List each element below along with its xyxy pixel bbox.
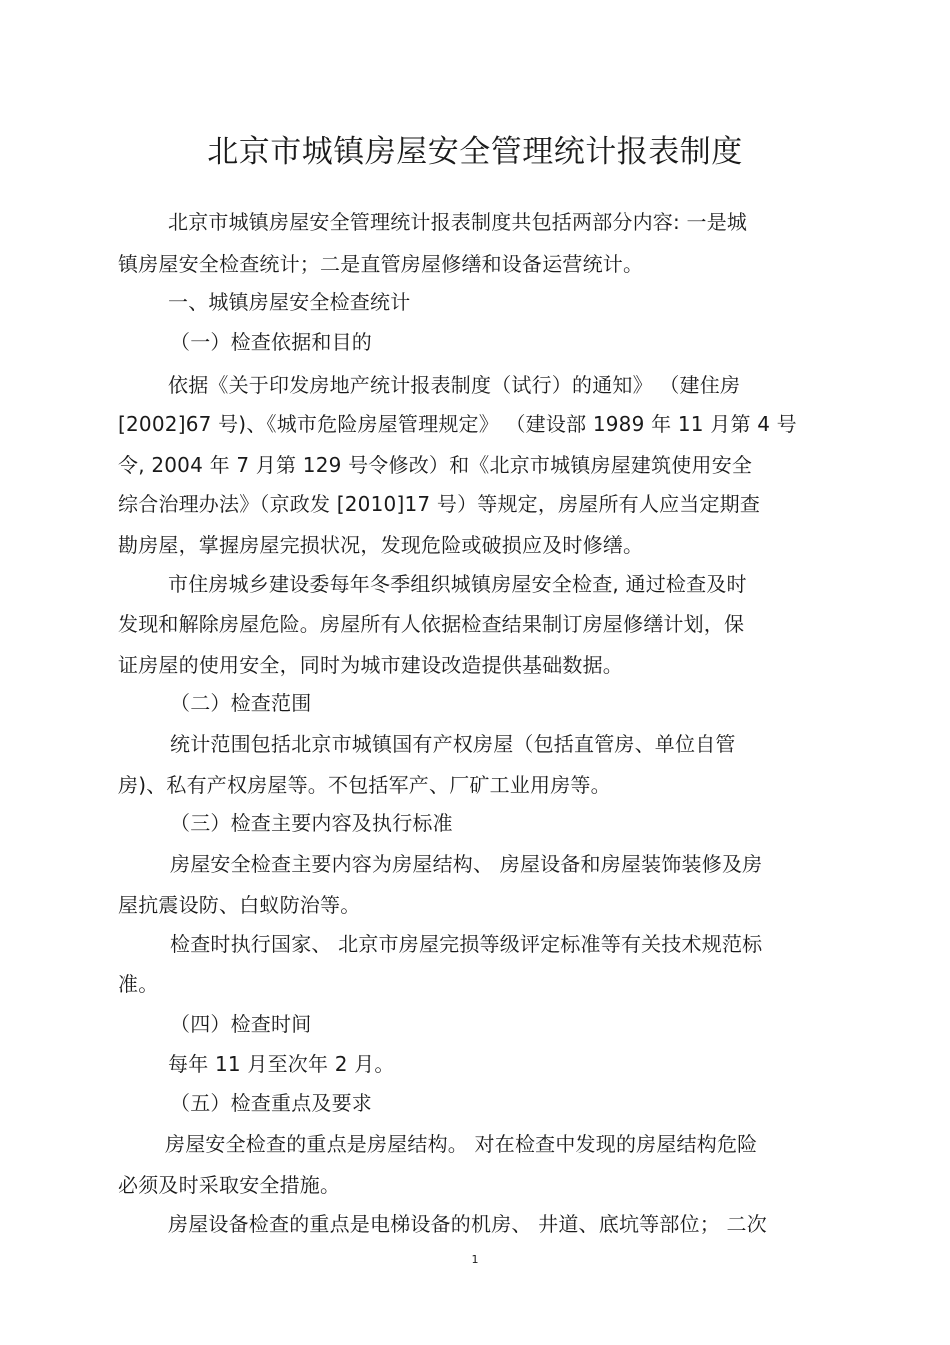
paragraph-line: 房)、私有产权房屋等。不包括军产、厂矿工业用房等。 (118, 773, 611, 797)
paragraph-line: 统计范围包括北京市城镇国有产权房屋（包括直管房、单位自管 (170, 732, 736, 756)
paragraph-line: 房屋设备检查的重点是电梯设备的机房、 井道、底坑等部位； 二次 (168, 1212, 767, 1236)
paragraph-line: 镇房屋安全检查统计；二是直管房屋修缮和设备运营统计。 (118, 252, 644, 276)
paragraph-line: 房屋安全检查主要内容为房屋结构、 房屋设备和房屋装饰装修及房 (170, 852, 763, 876)
subsection-heading: （三）检查主要内容及执行标准 (170, 811, 453, 835)
page-number: 1 (471, 1253, 479, 1266)
paragraph-line: 令, 2004 年 7 月第 129 号令修改）和《北京市城镇房屋建筑使用安全 (118, 453, 753, 477)
paragraph-line: 综合治理办法》（京政发 [2010]17 号）等规定，房屋所有人应当定期查 (118, 492, 761, 516)
paragraph-line: 北京市城镇房屋安全管理统计报表制度共包括两部分内容: 一是城 (168, 210, 748, 234)
paragraph-line: 准。 (118, 972, 159, 996)
paragraph-line: 房屋安全检查的重点是房屋结构。 对在检查中发现的房屋结构危险 (165, 1132, 758, 1156)
subsection-heading: （二）检查范围 (170, 691, 312, 715)
paragraph-line: 依据《关于印发房地产统计报表制度（试行）的通知》 （建住房 (168, 373, 741, 397)
subsection-heading: （一）检查依据和目的 (170, 330, 372, 354)
paragraph-line: 发现和解除房屋危险。房屋所有人依据检查结果制订房屋修缮计划，保 (118, 612, 745, 636)
subsection-heading: （五）检查重点及要求 (170, 1091, 372, 1115)
paragraph-line: 检查时执行国家、 北京市房屋完损等级评定标准等有关技术规范标 (170, 932, 763, 956)
paragraph-line: 屋抗震设防、白蚁防治等。 (118, 893, 361, 917)
paragraph-line: 必须及时采取安全措施。 (118, 1173, 341, 1197)
paragraph-line: 每年 11 月至次年 2 月。 (168, 1052, 395, 1076)
section-heading: 一、城镇房屋安全检查统计 (168, 290, 411, 314)
paragraph-line: [2002]67 号)、《城市危险房屋管理规定》 （建设部 1989 年 11 月第 4 号 (118, 412, 797, 436)
subsection-heading: （四）检查时间 (170, 1012, 312, 1036)
paragraph-line: 市住房城乡建设委每年冬季组织城镇房屋安全检查, 通过检查及时 (168, 572, 747, 596)
paragraph-line: 勘房屋，掌握房屋完损状况，发现危险或破损应及时修缮。 (118, 533, 644, 557)
document-title: 北京市城镇房屋安全管理统计报表制度 (207, 134, 743, 170)
paragraph-line: 证房屋的使用安全，同时为城市建设改造提供基础数据。 (118, 653, 623, 677)
